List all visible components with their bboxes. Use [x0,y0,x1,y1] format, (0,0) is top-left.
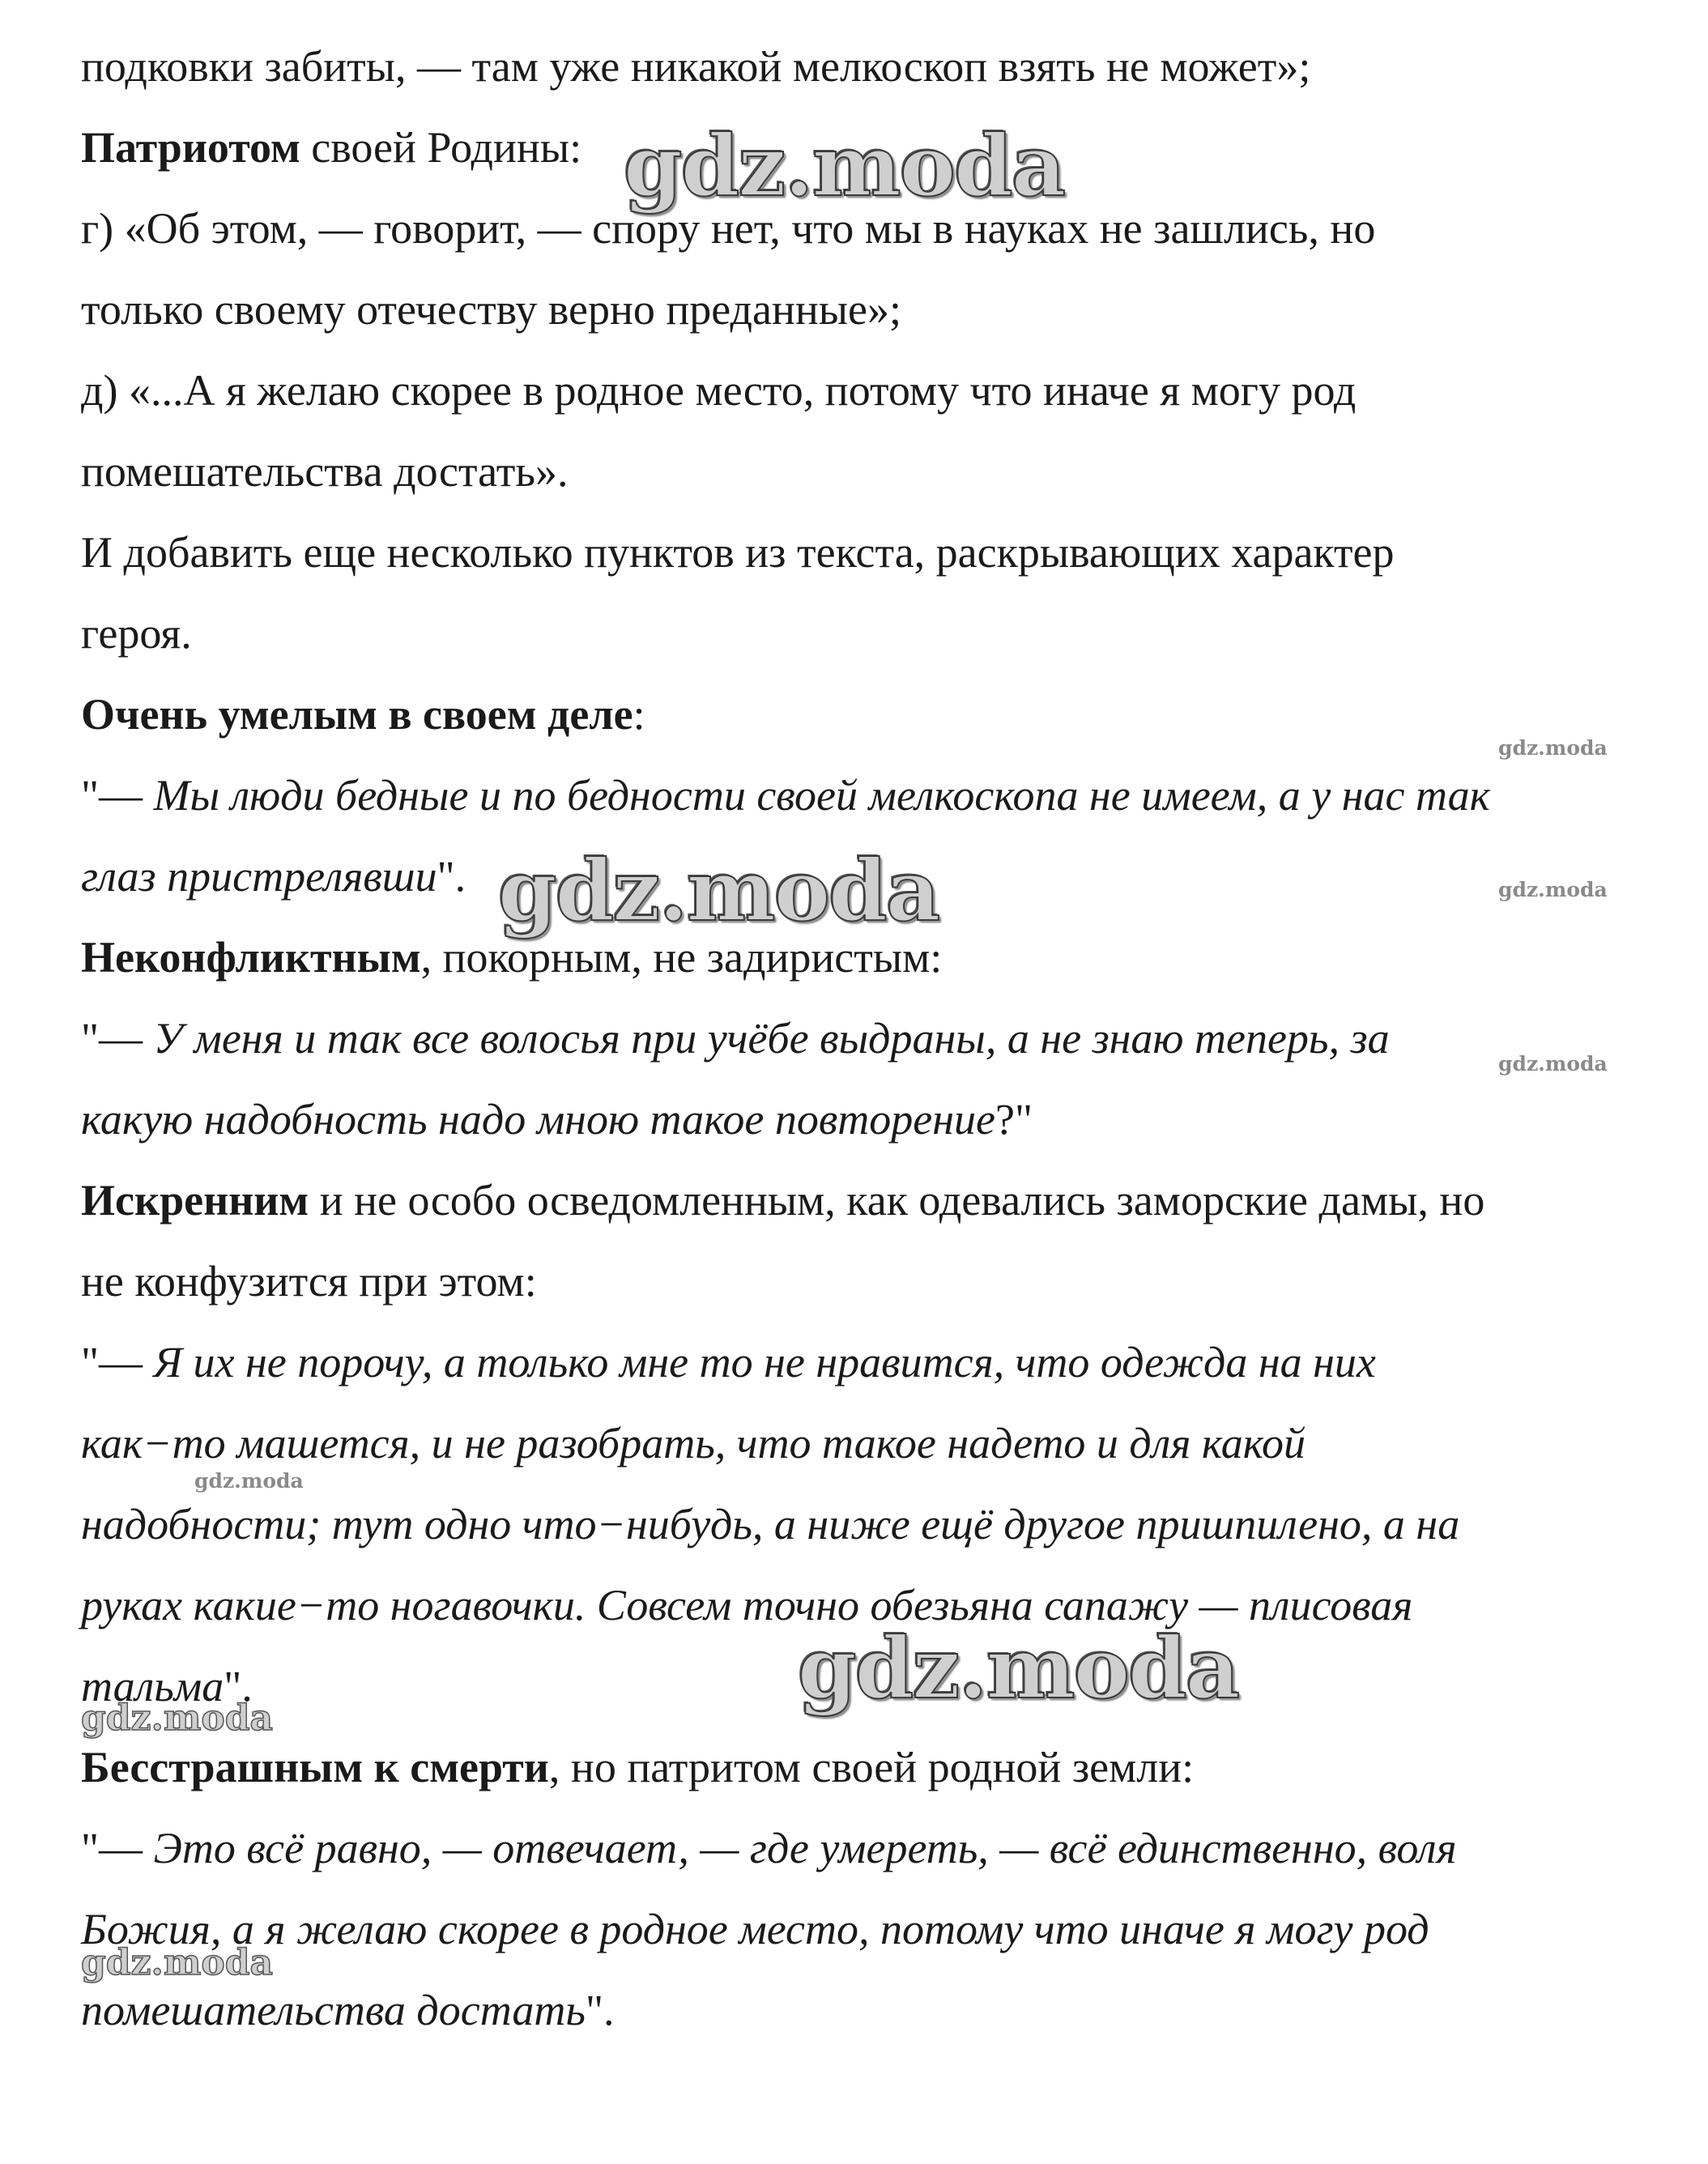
text-line [81,445,568,497]
watermark-logo: gdz.moda [624,116,1065,215]
watermark-small: gdz.moda [1498,878,1608,901]
text: ?" [995,1095,1033,1144]
bold-term: Патриотом [81,123,300,172]
text-line [81,1741,1194,1793]
watermark-medium: gdz.moda [81,1942,274,1983]
text: "— [81,1014,154,1063]
quote-text: глаз пристрелявши [81,852,437,901]
text: "— [81,1824,154,1872]
quote-text: У меня и так все волосья при учёбе выдраны, а не знаю теперь, за [153,1014,1390,1063]
watermark-medium: gdz.moda [81,1698,274,1739]
quote-text: как−то машется, и не разобрать, что такое надето и для какой [81,1419,1305,1468]
text: г) «Об этом, — говорит, — спору нет, что мы в науках не зашлись, но [81,204,1376,253]
quote-text: тальма [81,1662,224,1710]
text: , покорным, не задиристым: [420,933,943,982]
watermark-small: gdz.moda [1498,736,1608,760]
text: ". [224,1662,253,1710]
quote-line [81,1498,1459,1550]
text: помешательства достать». [81,447,569,496]
text-line [81,1255,537,1307]
text: и не особо осведомленным, как одевались заморские дамы, но [309,1176,1485,1225]
text: И добавить еще несколько пунктов из текста, раскрывающих характер [81,528,1395,577]
text-line [81,40,1310,92]
watermark-small: gdz.moda [194,1469,304,1493]
quote-text: Божия, а я желаю скорее в родное место, потому что иначе я могу род [81,1905,1429,1953]
text-line [81,607,192,659]
text: ". [437,852,466,901]
quote-line [81,1012,1390,1064]
bold-term: Очень умелым в своем деле [81,690,633,739]
text: "— [81,1338,154,1387]
quote-text: руках какие−то ногавочки. Совсем точно обезьяна сапажу — плисовая [81,1581,1413,1629]
quote-line [81,1093,1033,1145]
quote-text: Я их не порочу, а только мне то не нравится, что одежда на них [153,1338,1376,1387]
quote-line [81,1336,1376,1388]
text-line [81,364,1356,416]
bold-term: Неконфликтным [81,933,421,982]
text: : [633,690,645,739]
text: "— [81,771,154,820]
text: не конфузится при этом: [81,1257,537,1306]
text: героя. [81,609,192,658]
text-line [81,526,1395,578]
quote-text: помешательства достать [81,1986,586,2034]
bold-term: Искренним [81,1176,309,1225]
text: д) «...А я желаю скорее в родное место, потому что иначе я могу род [81,366,1357,415]
quote-line [81,1822,1457,1874]
quote-line [81,1984,614,2036]
quote-text: Это всё равно, — отвечает, — где умереть, — всё единственно, воля [153,1824,1457,1872]
text-line [81,121,581,173]
watermark-logo: gdz.moda [798,1618,1239,1718]
text-line [81,688,645,740]
text: ". [585,1986,615,2034]
quote-text: надобности; тут одно что−нибудь, а ниже ещё другое пришпилено, а на [81,1500,1460,1548]
text-line [81,1174,1484,1226]
quote-text: Мы люди бедные и по бедности своей мелкоскопа не имеем, а у нас так [153,771,1490,820]
quote-line [81,1417,1305,1469]
quote-line [81,850,466,902]
watermark-small: gdz.moda [1498,1052,1608,1076]
quote-text: какую надобность надо мною такое повторение [81,1095,996,1144]
quote-line [81,769,1490,821]
text: , но патритом своей родной земли: [548,1743,1195,1791]
quote-line [81,1903,1429,1955]
bold-term: Бесстрашным к смерти [81,1743,549,1791]
text: подковки забиты, — там уже никакой мелкоскоп взять не может»; [81,42,1311,91]
text: только своему отечеству верно преданные»; [81,285,902,334]
text-line [81,283,901,335]
watermark-logo: gdz.moda [498,841,939,940]
text: своей Родины: [300,123,582,172]
